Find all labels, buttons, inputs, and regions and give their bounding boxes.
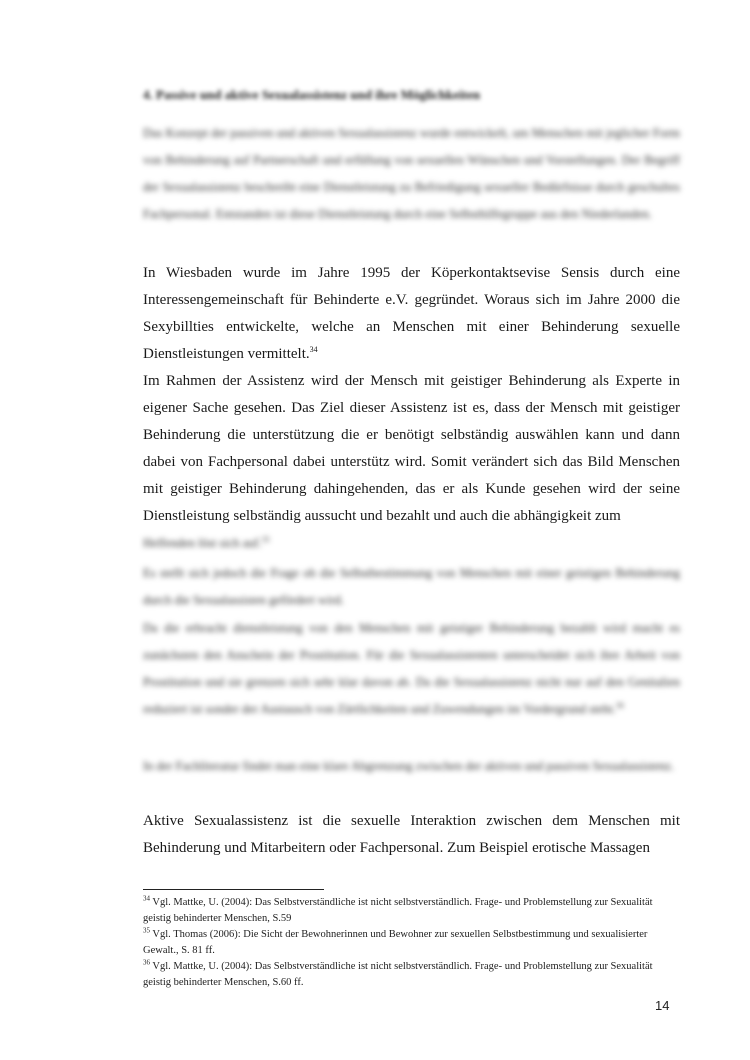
- footnote-ref-36: 36: [615, 700, 624, 710]
- footnote-ref-35: 35: [261, 534, 270, 544]
- footnote-35: [143, 927, 683, 959]
- footnote-34: [143, 895, 683, 927]
- footnote-36: [143, 959, 683, 991]
- paragraph-dienstleistung: [143, 615, 680, 723]
- paragraph-intro: Das Konzept der passiven und aktiven Sexualassistenz wurde entwickelt, um Menschen mit jeglicher Form von Behinderung auf Partnerschaft und erfüllung von sexuellen Wünschen und Vorstellungen. Der Begriff der Sexualassistenz beschreibt eine Dienstleistung zu Befriedigung sexueller Bedürfnisse durch geschultes Fachpersonal. Entstanden ist diese Dienstleistung durch eine Selbsthilfegruppe aus den Niederlanden.: [143, 126, 680, 221]
- footnote-separator: [143, 889, 324, 890]
- footnote-ref-34: 34: [309, 345, 318, 354]
- paragraph-frage: Es stellt sich jedoch die Frage ob die Selbstbestimmung von Menschen mit einer geistigen Behinderung durch die Sexualassisten gefördert wird.: [143, 566, 680, 607]
- footnote-text: Vgl. Mattke, U. (2004): Das Selbstverständliche ist nicht selbstverständlich. Frage- und Problemstellung zur Sexualität geistig behinderter Menschen, S.59: [143, 897, 653, 924]
- paragraph-rahmen: Im Rahmen der Assistenz wird der Mensch mit geistiger Behinderung als Experte in eigener Sache gesehen. Das Ziel dieser Assistenz ist es, dass der Mensch mit geistiger Behinderung die unterstützung die er benötigt selbständig auswählen kann und dann dabei von Fachpersonal dabei unterstütz wird. Somit verändert sich das Bild Menschen mit geistiger Behinderung dahingehenden, das er als Kunde gesehen wird der seine Dienstleistung selbständig aussucht und bezahlt und auch die abhängigkeit zum: [143, 373, 680, 524]
- footnotes: [143, 895, 683, 991]
- paragraph-wiesbaden: [143, 260, 680, 368]
- paragraph-dienstleistung-text: Da die erbracht dienstleistung von den Menschen mit geistiger Behinderung bezahlt wird macht es zunächsten den Anschein der Prostitution. Für die Sexualassistenten unterscheidet sich ihre Arbeit von Prostitution und sie grenzen sich sehr klar davon ab. Da die Sexualassistenz nicht nur auf den Genitalien reduziert ist sonder der Austausch von Zärtlichkeiten und Zuwendungen im Vordergrund steht.: [143, 621, 680, 716]
- paragraph-aktiv: Aktive Sexualassistenz ist die sexuelle Interaktion zwischen dem Menschen mit Behinderung und Mitarbeitern oder Fachpersonal. Zum Beispiel erotische Massagen: [143, 813, 680, 856]
- footnote-text: Vgl. Mattke, U. (2004): Das Selbstverständliche ist nicht selbstverständlich. Frage- und Problemstellung zur Sexualität geistig behinderter Menschen, S.60 ff.: [143, 961, 653, 988]
- section-heading: 4. Passive und aktive Sexualassistenz und ihre Möglichkeiten: [143, 87, 481, 102]
- footnote-number: 34: [143, 894, 150, 903]
- footnote-number: 35: [143, 926, 150, 935]
- footnote-number: 36: [143, 958, 150, 967]
- paragraph-fachliteratur: In der Fachliteratur findet man eine klare Abgrenzung zwischen der aktiven und passiven Sexualassistenz.: [143, 759, 675, 773]
- page-number: 14: [655, 998, 670, 1013]
- paragraph-wiesbaden-text: In Wiesbaden wurde im Jahre 1995 der Köperkontaktsevise Sensis durch eine Interessengemeinschaft für Behinderte e.V. gegründet. Woraus sich im Jahre 2000 die Sexybillties entwickelte, welche an Menschen mit einer Behinderung sexuelle Dienstleistungen vermittelt.: [143, 265, 680, 362]
- paragraph-helfenden-text: Helfenden löst sich auf.: [143, 536, 262, 550]
- footnote-text: Vgl. Thomas (2006): Die Sicht der Bewohnerinnen und Bewohner zur sexuellen Selbstbestimmung und sexualisierter Gewalt., S. 81 ff.: [143, 929, 648, 956]
- paragraph-helfenden: [143, 530, 680, 557]
